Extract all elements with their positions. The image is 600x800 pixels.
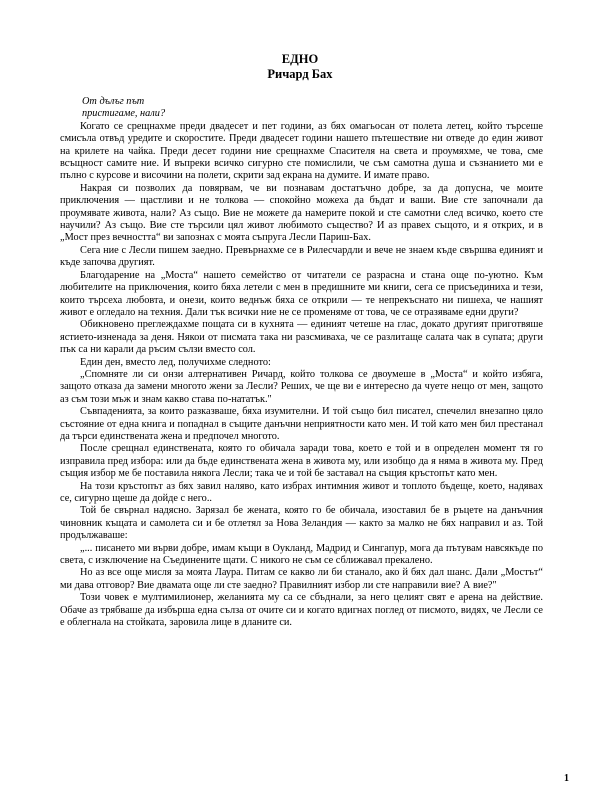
paragraph: Съвпаденията, за които разказваше, бяха изумителни. И той също бил писател, спечелил внезапно цяло състояние от една книга и попаднал в същите данъчни неприятности като мен. И той като мен бил престанал да търси единствената жена и предпочел многото. bbox=[60, 406, 543, 442]
paragraph: Когато се срещнахме преди двадесет и пет години, аз бях омагьосан от полета летец, който търсеше смисъла отвъд уредите и скоростите. Преди двадесет години нашето пътешествие ни отведе до един живот на крилете на чайка. Преди десет години ние срещнахме Спасителя на света и проумяхме, че това, сме всъщност самите ние. И въпреки всичко сигурно сте помислили, че съм самотна душа и съзнанието ми е пълно с курсове и височини на полети, скрити зад екрана на думите. И имате право. bbox=[60, 120, 543, 182]
paragraph: Обикновено преглеждахме пощата си в кухнята — единият четеше на глас, докато другият приготвяше ястието-изненада за деня. Някои от писмата така ни разсмиваха, че се разлитаще салата чак в супата; други пък са ни карали да ръсим сълзи вместо сол. bbox=[60, 319, 543, 356]
page-title: ЕДНО bbox=[281, 52, 319, 66]
paragraph: Един ден, вместо лед, получихме следното: bbox=[80, 356, 271, 368]
letter-quote: „... писането ми върви добре, имам къщи в Оукланд, Мадрид и Сингапур, мога да пътувам навсякъде по света, с изключение на Съединените щати. С никого не съм се сближавал прекалено. bbox=[60, 542, 543, 567]
paragraph: Сега ние с Лесли пишем заедно. Превърнахме се в Рилесчардли и вече не знаем къде свършва единият и къде започва другият. bbox=[60, 244, 543, 269]
paragraph: На този кръстопът аз бях завил наляво, като избрах интимния живот и топлото бъдеще, което, надявах се, сигурно щеше да дойде с него.. bbox=[60, 480, 543, 504]
page-number: 1 bbox=[564, 773, 569, 784]
author-name: Ричард Бах bbox=[267, 67, 333, 81]
paragraph: После срещнал единствената, която го обичала заради това, което е той и в определен момент тя го изправила пред избора: или да бъде единствената жена в живота му, или изобщо да я няма в живота му. Пред същия избор ме бе поставила някога Лесли; така че и той бе заставал на същия кръстопът като мен. bbox=[60, 443, 543, 480]
paragraph: Този човек е мултимилионер, желанията му са се сбъднали, за него целият свят е арена на действие. Обаче аз трябваше да избърша една сълза от очите си и когато вдигнах поглед от писмото, видях, че Лесли се е облегнала на стойката, заровила лице в дланите си. bbox=[60, 592, 543, 629]
epigraph-line: пристигаме, нали? bbox=[82, 108, 166, 120]
epigraph-line: От дълъг път bbox=[82, 96, 145, 107]
paragraph: Накрая си позволих да повярвам, че ви познавам достатъчно добре, за да допусна, че моите приключения — щастливи и не толкова — спокойно можеха да бъдат и ваши. Вие сте започнали да проумявате живота, нали? Аз също. Вие не можете да намерите покой и сте самотни след всичко, което сте научили? Аз също. Вие сте търсили цял живот любимото същество? И аз правех същото, и я открих, и в „Мост през вечността“ ви запознах с моята съпруга Лесли Париш-Бах. bbox=[60, 182, 543, 244]
document-body bbox=[60, 96, 543, 629]
paragraph: Той бе свърнал надясно. Зарязал бе жената, която го бе обичала, изоставил бе в ръцете на данъчния чиновник къщата и самолета си и бе отлетял за Нова Зеландия — както за малко не бях направил и аз. Той продължаваше: bbox=[60, 505, 543, 542]
paragraph: Благодарение на „Моста“ нашето семейство от читатели се разрасна и стана още по-уютно. Към любителите на приключения, които бяха летели с мен в предишните ми книги, сега се присъединиха и тези, които търсеха любовта, и онези, които веднъж бяха се открили — те непрекъснато ни пишеха, че нашият живот е огледало на техния. Дали тък всички ние не се променяме от това, че се отразяваме едни други? bbox=[60, 269, 543, 318]
paragraph: Но аз все още мисля за моята Лаура. Питам се какво ли би станало, ако й бях дал шанс. Дали „Мостът“ ми дава отговор? Вие двамата още ли сте заедно? Правилният избор ли сте направили вие? А вие?" bbox=[60, 567, 543, 591]
letter-quote: „Спомняте ли си онзи алтернативен Ричард, който толкова се двоумеше в „Моста“ и който избяга, защото отказа да замени многото жени за Лесли? Реших, че ще ви е интересно да чуете нещо от мен, защото аз съм този мъж и знам какво става по-нататък." bbox=[60, 368, 543, 405]
